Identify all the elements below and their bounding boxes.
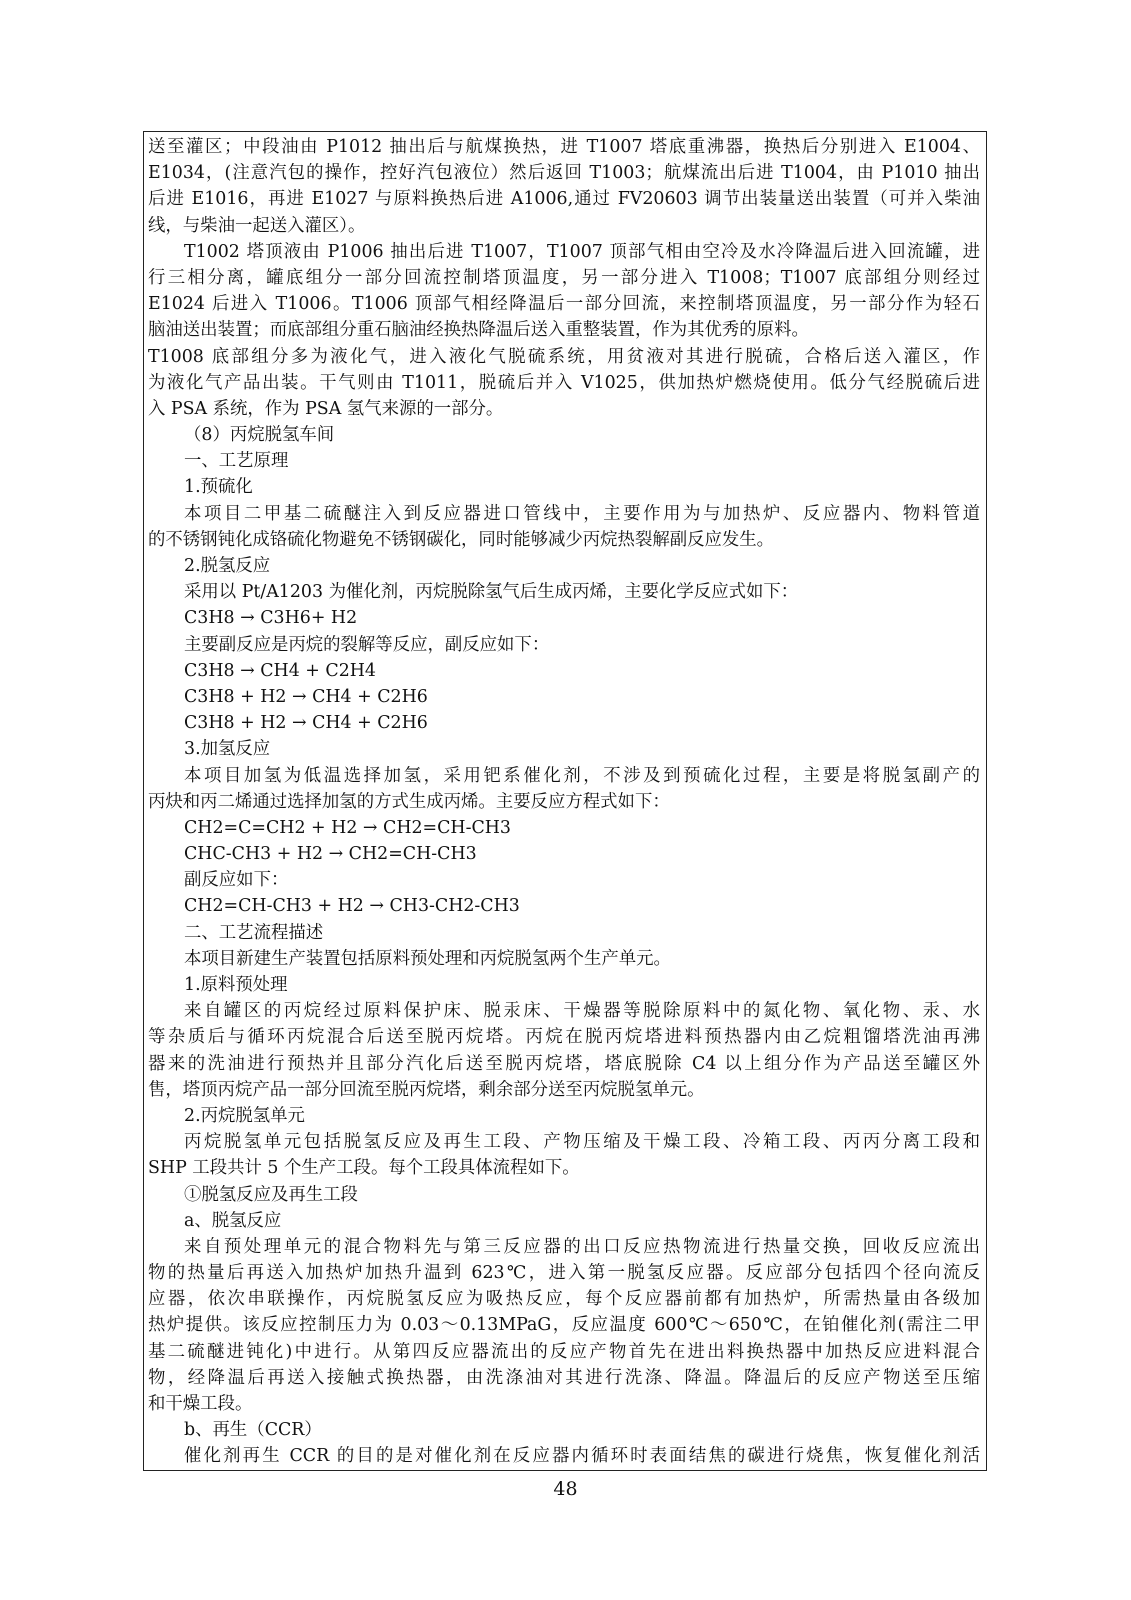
text-line: 本项目二甲基二硫醚注入到反应器进口管线中，主要作用为与加热炉、反应器内、物料管道 <box>184 503 980 524</box>
text-line: CH2=C=CH2 + H2 → CH2=CH-CH3 <box>184 817 511 838</box>
text-line: 售，塔顶丙烷产品一部分回流至脱丙烷塔，剩余部分送至丙烷脱氢单元。 <box>148 1079 705 1100</box>
text-line: 2.丙烷脱氢单元 <box>184 1105 305 1126</box>
text-line: b、再生（CCR） <box>184 1420 322 1441</box>
text-line: ①脱氢反应及再生工段 <box>184 1184 358 1205</box>
text-line: 催化剂再生 CCR 的目的是对催化剂在反应器内循环时表面结焦的碳进行烧焦，恢复催化剂活 <box>184 1446 980 1467</box>
text-line: a、脱氢反应 <box>184 1210 282 1231</box>
text-line: 副反应如下： <box>184 870 289 891</box>
text-line: 1.原料预处理 <box>184 975 288 995</box>
page-number: 48 <box>553 1478 578 1500</box>
text-line: E1034，(注意汽包的操作，控好汽包液位）然后返回 T1003；航煤流出后进 T1004，由 P1010 抽出 <box>148 163 980 184</box>
text-line: 应器，依次串联操作，丙烷脱氢反应为吸热反应，每个反应器前都有加热炉，所需热量由各级加 <box>148 1289 980 1310</box>
text-line: SHP 工段共计 5 个生产工段。每个工段具体流程如下。 <box>148 1158 580 1179</box>
text-line: 和干燥工段。 <box>148 1394 253 1414</box>
text-line: 物的热量后再送入加热炉加热升温到 623℃，进入第一脱氢反应器。反应部分包括四个径向流反 <box>148 1263 980 1284</box>
text-line: 来自预处理单元的混合物料先与第三反应器的出口反应热物流进行热量交换，回收反应流出 <box>184 1236 980 1257</box>
text-line: 入 PSA 系统，作为 PSA 氢气来源的一部分。 <box>148 398 504 419</box>
text-line: 来自罐区的丙烷经过原料保护床、脱汞床、干燥器等脱除原料中的氮化物、氧化物、汞、水 <box>184 1001 980 1022</box>
text-line: 脑油送出装置；而底部组分重石脑油经换热降温后送入重整装置，作为其优秀的原料。 <box>148 320 809 341</box>
text-line: C3H8 + H2 → CH4 + C2H6 <box>184 713 428 734</box>
text-line: 后进 E1016，再进 E1027 与原料换热后进 A1006,通过 FV20603 调节出装量送出装置（可并入柴油 <box>148 189 980 210</box>
text-line: C3H8 → CH4 + C2H4 <box>184 660 376 681</box>
text-line: （8）丙烷脱氢车间 <box>184 425 335 446</box>
text-line: 主要副反应是丙烷的裂解等反应，副反应如下： <box>184 634 550 655</box>
text-line: 二、工艺流程描述 <box>184 922 324 943</box>
text-line: CH2=CH-CH3 + H2 → CH3-CH2-CH3 <box>184 896 520 917</box>
text-line: 器来的洗油进行预热并且部分汽化后送至脱丙烷塔，塔底脱除 C4 以上组分作为产品送至罐区外 <box>148 1053 980 1074</box>
text-line: 热炉提供。该反应控制压力为 0.03～0.13MPaG，反应温度 600℃～650℃，在铂催化剂(需注二甲 <box>148 1315 980 1336</box>
text-line: 2.脱氢反应 <box>184 556 271 576</box>
text-line: 物，经降温后再送入接触式换热器，由洗涤油对其进行洗涤、降温。降温后的反应产物送至压缩 <box>148 1367 980 1388</box>
text-line: 采用以 Pt/A1203 为催化剂，丙烷脱除氢气后生成丙烯，主要化学反应式如下： <box>184 582 799 603</box>
text-line: 的不锈钢钝化成铬硫化物避免不锈钢碳化，同时能够减少丙烷热裂解副反应发生。 <box>148 529 775 550</box>
text-line: 本项目新建生产装置包括原料预处理和丙烷脱氢两个生产单元。 <box>184 948 671 969</box>
text-line: 1.预硫化 <box>184 477 253 498</box>
text-line: 3.加氢反应 <box>184 739 271 760</box>
text-line: T1002 塔顶液由 P1006 抽出后进 T1007，T1007 顶部气相由空冷及水冷降温后进入回流罐，进 <box>184 241 980 262</box>
text-line: E1024 后进入 T1006。T1006 顶部气相经降温后一部分回流，来控制塔顶温度，另一部分作为轻石 <box>148 294 980 315</box>
text-line: 基二硫醚进钝化)中进行。从第四反应器流出的反应产物首先在进出料换热器中加热反应进料混合 <box>148 1341 980 1362</box>
text-line: 一、工艺原理 <box>184 451 289 472</box>
text-line: 行三相分离，罐底组分一部分回流控制塔顶温度，另一部分进入 T1008；T1007 底部组分则经过 <box>148 267 980 288</box>
text-line: C3H8 + H2 → CH4 + C2H6 <box>184 686 428 707</box>
text-line: CHC-CH3 + H2 → CH2=CH-CH3 <box>184 844 477 865</box>
text-line: T1008 底部组分多为液化气，进入液化气脱硫系统，用贫液对其进行脱硫，合格后送入灌区，作 <box>148 346 980 367</box>
text-line: 为液化气产品出装。干气则由 T1011，脱硫后并入 V1025，供加热炉燃烧使用。低分气经脱硫后进 <box>148 372 980 393</box>
document-body-frame <box>143 131 987 1471</box>
text-line: 送至灌区；中段油由 P1012 抽出后与航煤换热，进 T1007 塔底重沸器，换热后分别进入 E1004、 <box>148 137 980 157</box>
text-line: C3H8 → C3H6+ H2 <box>184 608 358 629</box>
text-line: 线，与柴油一起送入灌区）。 <box>148 215 366 236</box>
text-line: 等杂质后与循环丙烷混合后送至脱丙烷塔。丙烷在脱丙烷塔进料预热器内由乙烷粗馏塔洗油再沸 <box>148 1027 980 1048</box>
text-line: 丙炔和丙二烯通过选择加氢的方式生成丙烯。主要反应方程式如下： <box>148 791 670 812</box>
text-line: 丙烷脱氢单元包括脱氢反应及再生工段、产物压缩及干燥工段、冷箱工段、丙丙分离工段和 <box>184 1132 980 1153</box>
text-line: 本项目加氢为低温选择加氢，采用钯系催化剂，不涉及到预硫化过程，主要是将脱氢副产的 <box>184 765 980 786</box>
